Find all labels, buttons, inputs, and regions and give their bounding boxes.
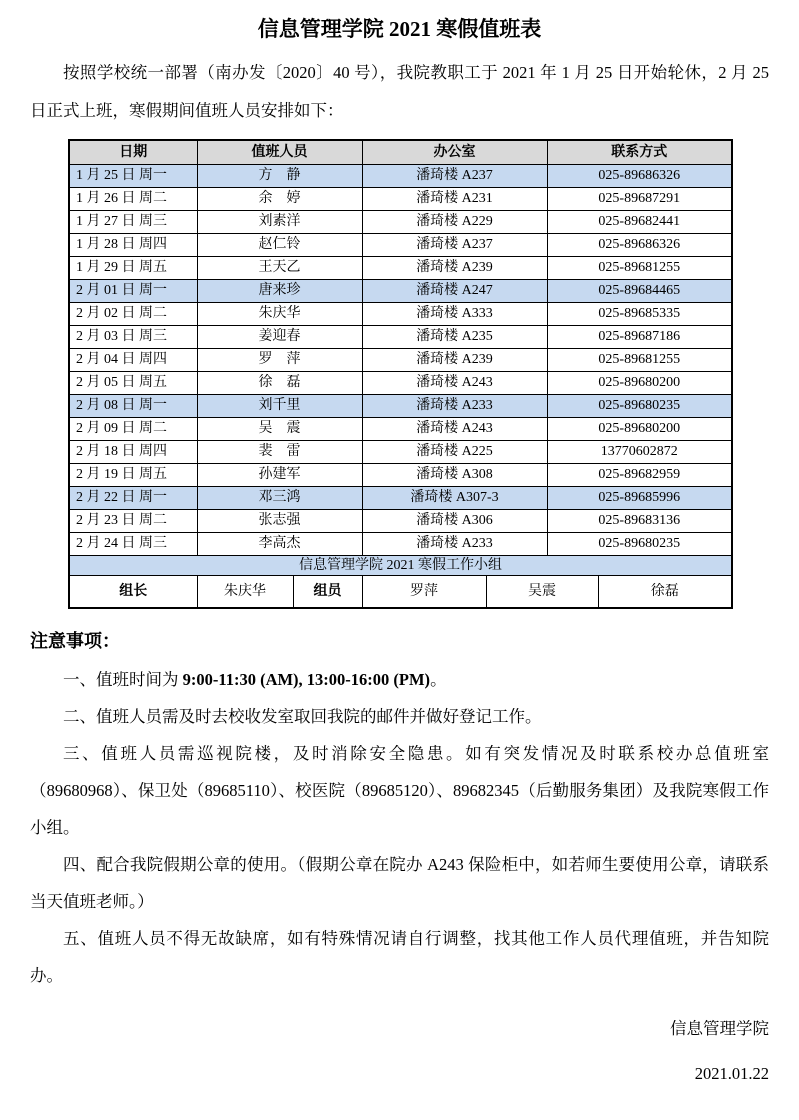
duty-phone-cell: 025-89681255 — [547, 348, 732, 371]
duty-phone-cell: 025-89680235 — [547, 532, 732, 555]
duty-date-cell: 1 月 29 日 周五 — [69, 256, 197, 279]
table-row — [69, 417, 732, 440]
note-item-3 — [30, 735, 769, 846]
duty-office-cell: 潘琦楼 A307-3 — [362, 486, 547, 509]
duty-phone-cell: 025-89681255 — [547, 256, 732, 279]
duty-date-cell: 2 月 09 日 周二 — [69, 417, 197, 440]
note-text: 一、值班时间为 — [63, 670, 183, 689]
header-date: 日期 — [69, 140, 197, 164]
duty-phone-cell: 13770602872 — [547, 440, 732, 463]
duty-person-cell: 孙建军 — [197, 463, 362, 486]
table-row — [69, 233, 732, 256]
notes-section — [30, 628, 769, 994]
duty-office-cell: 潘琦楼 A239 — [362, 348, 547, 371]
note-text: 三、值班人员需巡视院楼，及时消除安全隐患。如有突发情况及时联系校办总值班室（89680968）、保卫处（89685110）、校医院（89685120）、89682345（后勤服务集团）及我院寒假工作小组。 — [30, 744, 769, 837]
duty-office-cell: 潘琦楼 A243 — [362, 371, 547, 394]
member-name: 吴震 — [486, 575, 598, 608]
duty-office-cell: 潘琦楼 A233 — [362, 394, 547, 417]
duty-person-cell: 朱庆华 — [197, 302, 362, 325]
duty-date-cell: 2 月 08 日 周一 — [69, 394, 197, 417]
table-row — [69, 279, 732, 302]
duty-date-cell: 2 月 19 日 周五 — [69, 463, 197, 486]
duty-date-cell: 2 月 01 日 周一 — [69, 279, 197, 302]
table-header-row — [69, 140, 732, 164]
note-item-5 — [30, 920, 769, 994]
duty-date-cell: 1 月 25 日 周一 — [69, 164, 197, 187]
table-row — [69, 302, 732, 325]
duty-office-cell: 潘琦楼 A235 — [362, 325, 547, 348]
duty-date-cell: 2 月 24 日 周三 — [69, 532, 197, 555]
duty-phone-cell: 025-89685996 — [547, 486, 732, 509]
header-office: 办公室 — [362, 140, 547, 164]
duty-office-cell: 潘琦楼 A306 — [362, 509, 547, 532]
duty-person-cell: 裴 雷 — [197, 440, 362, 463]
duty-date-cell: 2 月 02 日 周二 — [69, 302, 197, 325]
signature-date: 2021.01.22 — [694, 1064, 769, 1083]
duty-table-wrapper — [68, 139, 731, 609]
duty-office-cell: 潘琦楼 A225 — [362, 440, 547, 463]
duty-person-cell: 王天乙 — [197, 256, 362, 279]
duty-date-cell: 1 月 26 日 周二 — [69, 187, 197, 210]
member-label: 组员 — [293, 575, 362, 608]
table-row — [69, 532, 732, 555]
table-row — [69, 164, 732, 187]
duty-phone-cell: 025-89685335 — [547, 302, 732, 325]
duty-person-cell: 赵仁铃 — [197, 233, 362, 256]
duty-date-cell: 2 月 22 日 周一 — [69, 486, 197, 509]
duty-person-cell: 吴 震 — [197, 417, 362, 440]
duty-date-cell: 2 月 03 日 周三 — [69, 325, 197, 348]
duty-phone-cell: 025-89684465 — [547, 279, 732, 302]
table-row — [69, 187, 732, 210]
table-row — [69, 440, 732, 463]
header-person: 值班人员 — [197, 140, 362, 164]
duty-phone-cell: 025-89682959 — [547, 463, 732, 486]
note-text: 。 — [430, 670, 447, 689]
duty-office-cell: 潘琦楼 A231 — [362, 187, 547, 210]
duty-phone-cell: 025-89682441 — [547, 210, 732, 233]
duty-schedule-table — [68, 139, 733, 609]
duty-phone-cell: 025-89683136 — [547, 509, 732, 532]
notes-title: 注意事项： — [30, 631, 120, 651]
note-item-1 — [30, 661, 769, 698]
page-title: 信息管理学院 2021 寒假值班表 — [257, 17, 542, 41]
duty-date-cell: 1 月 27 日 周三 — [69, 210, 197, 233]
duty-phone-cell: 025-89687291 — [547, 187, 732, 210]
duty-office-cell: 潘琦楼 A229 — [362, 210, 547, 233]
duty-phone-cell: 025-89686326 — [547, 233, 732, 256]
duty-office-cell: 潘琦楼 A237 — [362, 164, 547, 187]
duty-phone-cell: 025-89680200 — [547, 371, 732, 394]
table-row — [69, 256, 732, 279]
leader-name: 朱庆华 — [197, 575, 293, 608]
duty-date-cell: 2 月 23 日 周二 — [69, 509, 197, 532]
duty-person-cell: 罗 萍 — [197, 348, 362, 371]
duty-phone-cell: 025-89687186 — [547, 325, 732, 348]
duty-date-cell: 1 月 28 日 周四 — [69, 233, 197, 256]
duty-date-cell: 2 月 18 日 周四 — [69, 440, 197, 463]
table-row — [69, 509, 732, 532]
duty-person-cell: 刘素洋 — [197, 210, 362, 233]
duty-office-cell: 潘琦楼 A237 — [362, 233, 547, 256]
duty-office-cell: 潘琦楼 A239 — [362, 256, 547, 279]
note-bold-text: 9:00-11:30 (AM), 13:00-16:00 (PM) — [182, 670, 431, 689]
duty-date-cell: 2 月 04 日 周四 — [69, 348, 197, 371]
duty-office-cell: 潘琦楼 A247 — [362, 279, 547, 302]
header-phone: 联系方式 — [547, 140, 732, 164]
member-name: 罗萍 — [362, 575, 486, 608]
duty-person-cell: 方 静 — [197, 164, 362, 187]
signature-block — [30, 1006, 769, 1096]
table-row — [69, 394, 732, 417]
duty-person-cell: 唐来珍 — [197, 279, 362, 302]
table-row — [69, 210, 732, 233]
duty-person-cell: 邓三鸿 — [197, 486, 362, 509]
table-row — [69, 463, 732, 486]
note-item-4 — [30, 846, 769, 920]
duty-office-cell: 潘琦楼 A233 — [362, 532, 547, 555]
duty-person-cell: 余 婷 — [197, 187, 362, 210]
duty-office-cell: 潘琦楼 A333 — [362, 302, 547, 325]
table-row — [69, 348, 732, 371]
duty-person-cell: 姜迎春 — [197, 325, 362, 348]
work-group-title-row — [69, 555, 732, 575]
note-text: 四、配合我院假期公章的使用。（假期公章在院办 A243 保险柜中，如若师生要使用公章，请联系当天值班老师。） — [30, 855, 769, 911]
duty-date-cell: 2 月 05 日 周五 — [69, 371, 197, 394]
leader-label: 组长 — [69, 575, 197, 608]
signature-org: 信息管理学院 — [670, 1019, 769, 1038]
note-text: 二、值班人员需及时去校收发室取回我院的邮件并做好登记工作。 — [63, 707, 542, 726]
duty-person-cell: 徐 磊 — [197, 371, 362, 394]
note-item-2 — [30, 698, 769, 735]
duty-phone-cell: 025-89680200 — [547, 417, 732, 440]
duty-phone-cell: 025-89686326 — [547, 164, 732, 187]
duty-phone-cell: 025-89680235 — [547, 394, 732, 417]
work-group-members-row — [69, 575, 732, 608]
table-row — [69, 371, 732, 394]
member-name: 徐磊 — [598, 575, 732, 608]
duty-office-cell: 潘琦楼 A243 — [362, 417, 547, 440]
work-group-title: 信息管理学院 2021 寒假工作小组 — [69, 555, 732, 575]
table-row — [69, 325, 732, 348]
duty-person-cell: 李高杰 — [197, 532, 362, 555]
intro-paragraph: 按照学校统一部署（南办发〔2020〕40 号），我院教职工于 2021 年 1 月 25 日开始轮休，2 月 25 日正式上班，寒假期间值班人员安排如下： — [30, 63, 769, 120]
note-text: 五、值班人员不得无故缺席，如有特殊情况请自行调整，找其他工作人员代理值班，并告知院办。 — [30, 929, 769, 985]
duty-person-cell: 刘千里 — [197, 394, 362, 417]
duty-person-cell: 张志强 — [197, 509, 362, 532]
duty-office-cell: 潘琦楼 A308 — [362, 463, 547, 486]
table-row — [69, 486, 732, 509]
